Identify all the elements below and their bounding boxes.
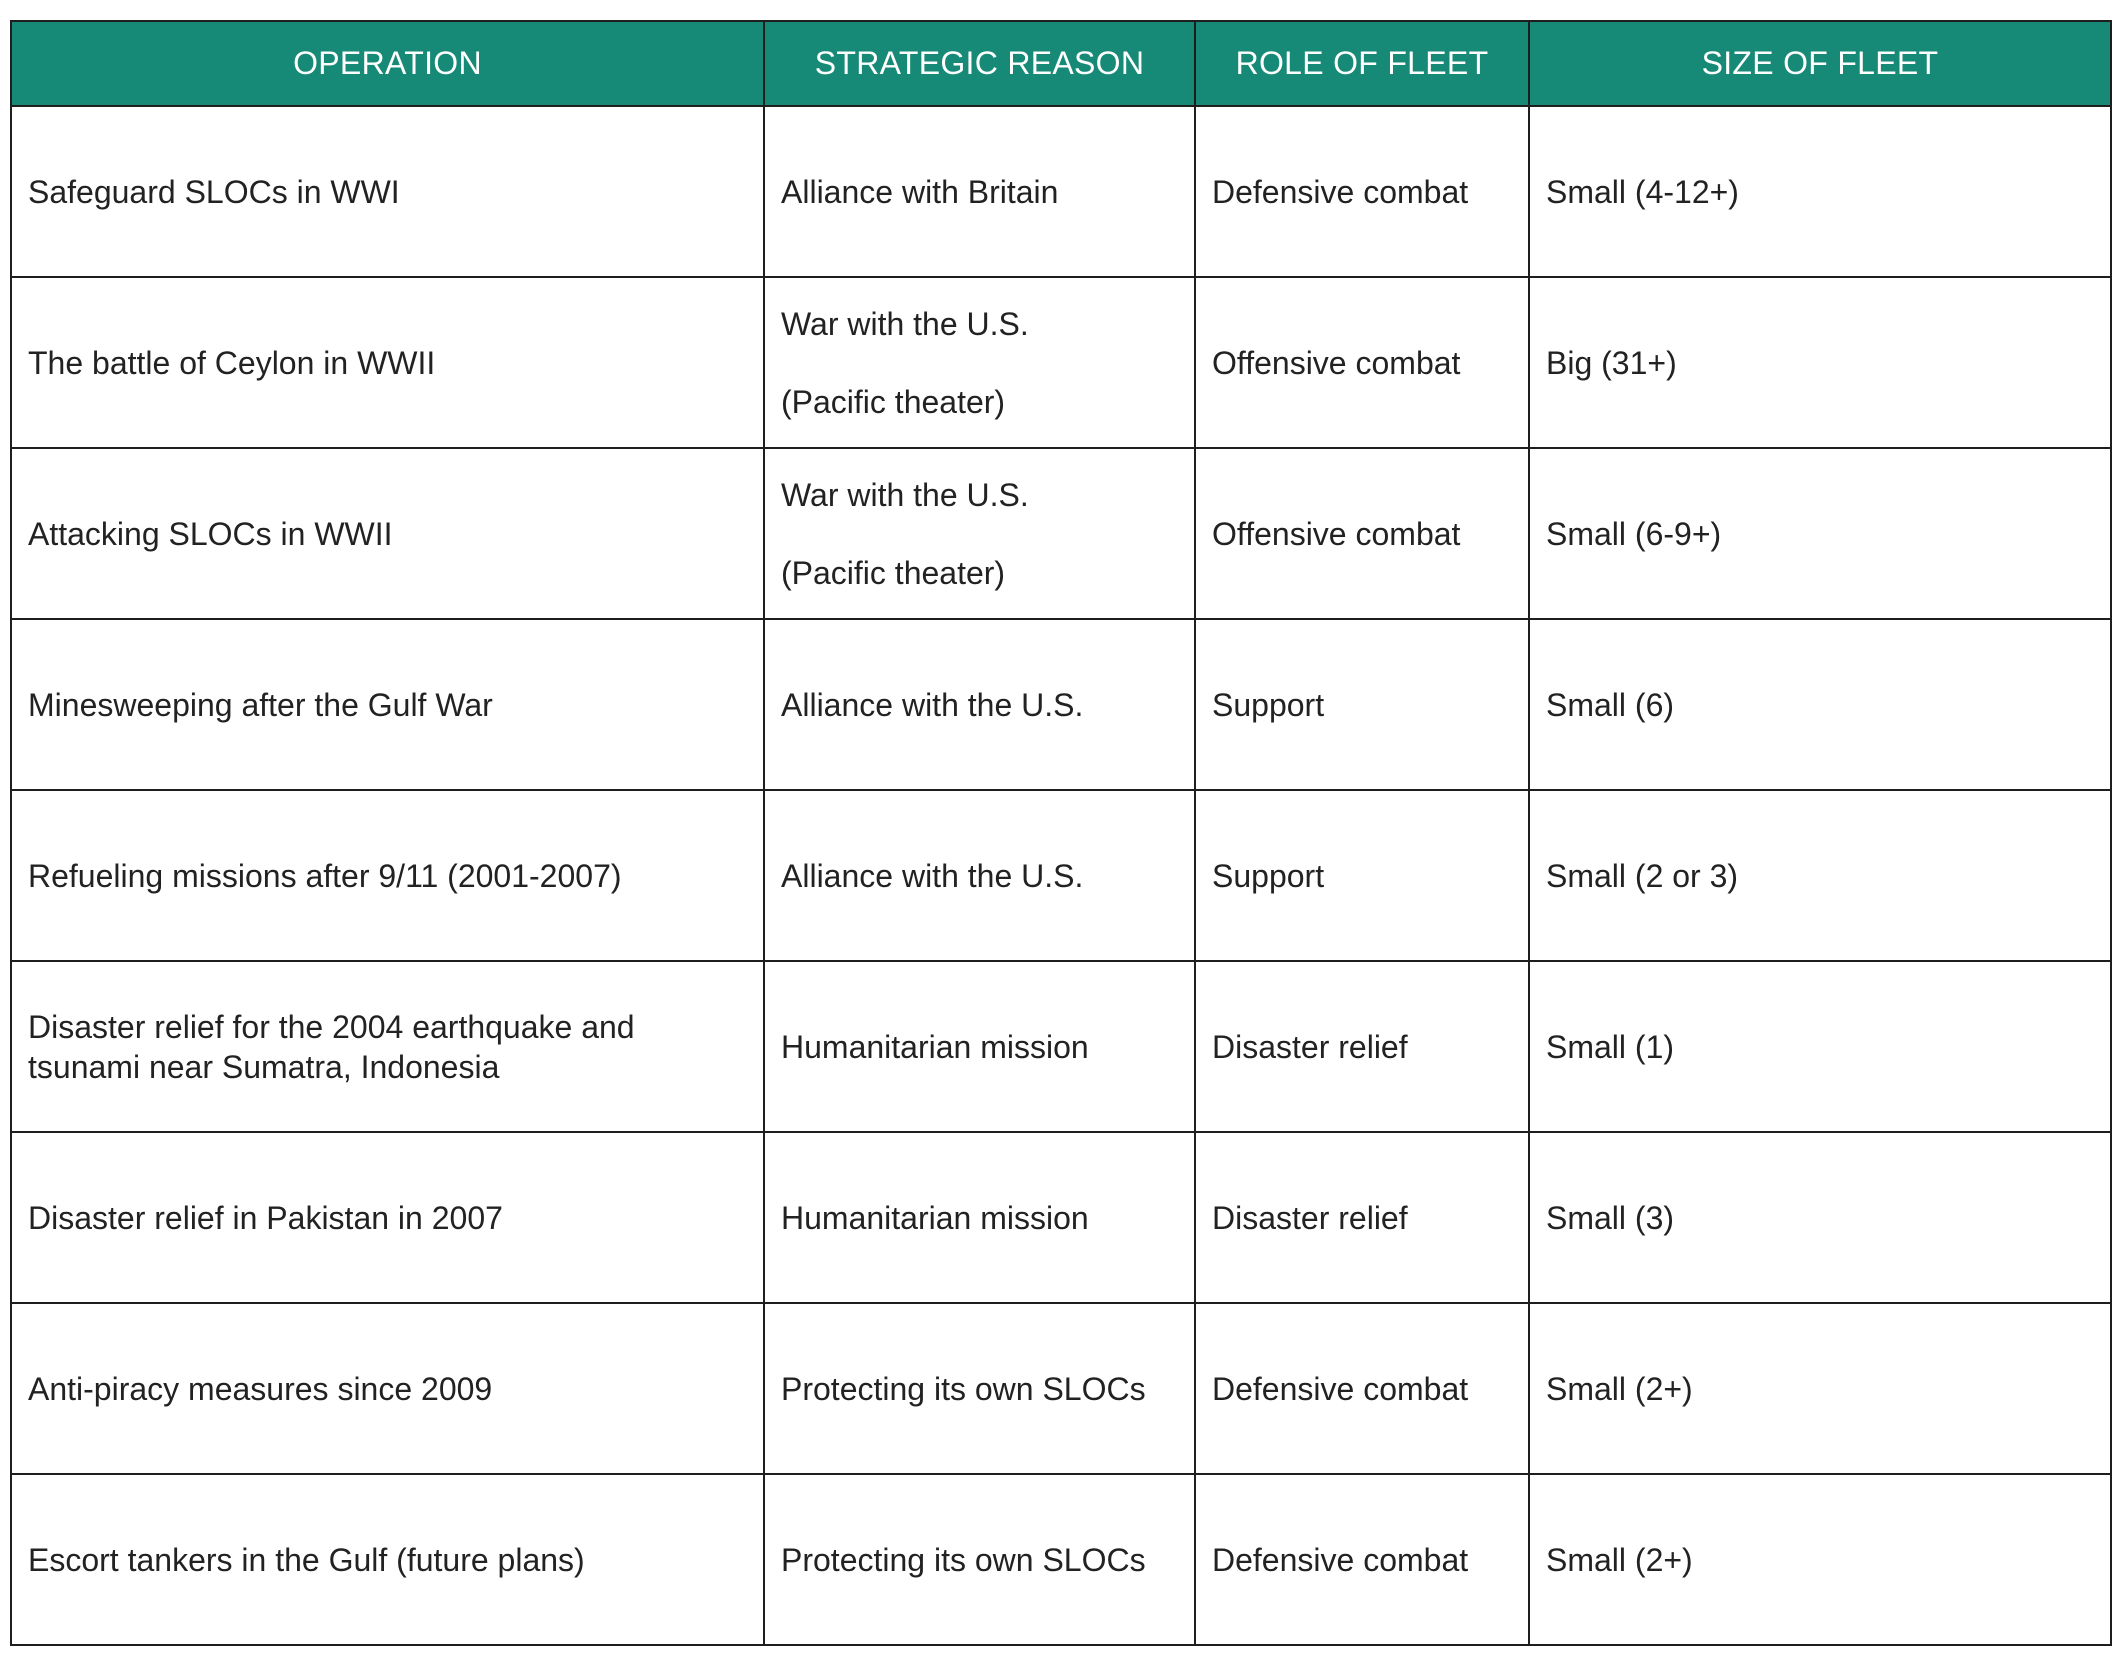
header-row: [11, 21, 2111, 106]
table-row: [11, 106, 2111, 277]
cell-strategic-reason: Alliance with the U.S.: [764, 790, 1195, 961]
cell-operation: The battle of Ceylon in WWII: [11, 277, 764, 448]
cell-size-of-fleet: Small (2+): [1529, 1474, 2111, 1645]
cell-strategic-reason: Humanitarian mission: [764, 1132, 1195, 1303]
table-header: [11, 21, 2111, 106]
cell-strategic-reason: Alliance with the U.S.: [764, 619, 1195, 790]
cell-size-of-fleet: Small (4-12+): [1529, 106, 2111, 277]
cell-operation: Anti-piracy measures since 2009: [11, 1303, 764, 1474]
table-body: [11, 106, 2111, 1645]
header-role-of-fleet: ROLE OF FLEET: [1195, 21, 1529, 106]
table-row: [11, 961, 2111, 1132]
header-strategic-reason: STRATEGIC REASON: [764, 21, 1195, 106]
cell-size-of-fleet: Small (2+): [1529, 1303, 2111, 1474]
cell-strategic-reason: Protecting its own SLOCs: [764, 1303, 1195, 1474]
cell-role-of-fleet: Defensive combat: [1195, 1303, 1529, 1474]
cell-size-of-fleet: Big (31+): [1529, 277, 2111, 448]
cell-role-of-fleet: Defensive combat: [1195, 1474, 1529, 1645]
cell-operation: Attacking SLOCs in WWII: [11, 448, 764, 619]
reason-line: (Pacific theater): [781, 554, 1006, 591]
table-row: [11, 619, 2111, 790]
table-row: [11, 1132, 2111, 1303]
cell-size-of-fleet: Small (1): [1529, 961, 2111, 1132]
operations-table-container: [10, 20, 2110, 1646]
reason-lines: [781, 304, 1194, 422]
cell-strategic-reason: [764, 277, 1195, 448]
cell-role-of-fleet: Disaster relief: [1195, 961, 1529, 1132]
operations-table: [10, 20, 2112, 1646]
cell-operation: Minesweeping after the Gulf War: [11, 619, 764, 790]
cell-operation: Disaster relief in Pakistan in 2007: [11, 1132, 764, 1303]
cell-size-of-fleet: Small (3): [1529, 1132, 2111, 1303]
cell-strategic-reason: Alliance with Britain: [764, 106, 1195, 277]
cell-strategic-reason: Protecting its own SLOCs: [764, 1474, 1195, 1645]
cell-role-of-fleet: Offensive combat: [1195, 448, 1529, 619]
cell-size-of-fleet: Small (2 or 3): [1529, 790, 2111, 961]
header-operation: OPERATION: [11, 21, 764, 106]
cell-role-of-fleet: Disaster relief: [1195, 1132, 1529, 1303]
cell-role-of-fleet: Offensive combat: [1195, 277, 1529, 448]
cell-size-of-fleet: Small (6-9+): [1529, 448, 2111, 619]
cell-operation: Escort tankers in the Gulf (future plans): [11, 1474, 764, 1645]
reason-line: (Pacific theater): [781, 383, 1006, 420]
cell-role-of-fleet: Support: [1195, 619, 1529, 790]
cell-operation: Disaster relief for the 2004 earthquake and tsunami near Sumatra, Indonesia: [11, 961, 764, 1132]
table-row: [11, 277, 2111, 448]
table-row: [11, 1474, 2111, 1645]
table-row: [11, 448, 2111, 619]
reason-line: War with the U.S.: [781, 476, 1029, 513]
cell-role-of-fleet: Support: [1195, 790, 1529, 961]
reason-line: War with the U.S.: [781, 305, 1029, 342]
table-row: [11, 790, 2111, 961]
cell-strategic-reason: [764, 448, 1195, 619]
cell-strategic-reason: Humanitarian mission: [764, 961, 1195, 1132]
cell-role-of-fleet: Defensive combat: [1195, 106, 1529, 277]
cell-operation: Refueling missions after 9/11 (2001-2007): [11, 790, 764, 961]
header-size-of-fleet: SIZE OF FLEET: [1529, 21, 2111, 106]
table-row: [11, 1303, 2111, 1474]
cell-size-of-fleet: Small (6): [1529, 619, 2111, 790]
reason-lines: [781, 475, 1194, 593]
cell-operation: Safeguard SLOCs in WWI: [11, 106, 764, 277]
